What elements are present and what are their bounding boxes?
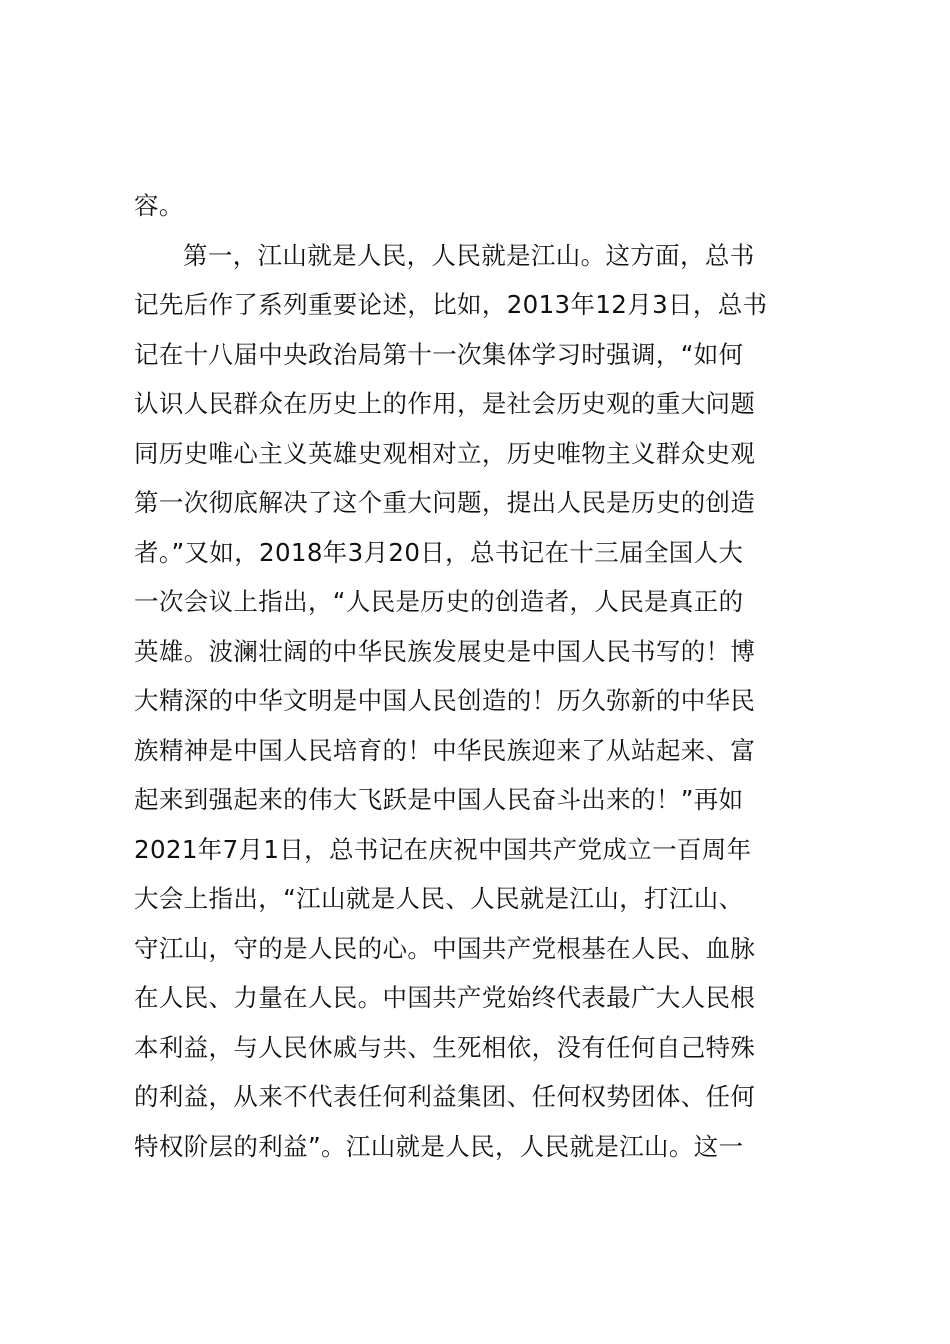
text-line: 同历史唯心主义英雄史观相对立，历史唯物主义群众史观	[134, 438, 756, 468]
text-line: 容。	[134, 191, 184, 220]
text-line: 的利益，从来不代表任何利益集团、任何权势团体、任何	[134, 1082, 756, 1111]
text-line: 第一次彻底解决了这个重大问题，提出人民是历史的创造	[134, 488, 756, 517]
text-line: 一次会议上指出，“人民是历史的创造者，人民是真正的	[134, 587, 744, 616]
paragraph-first-line: 第一，江山就是人民，人民就是江山。这方面，总书	[183, 240, 755, 270]
text-line: 族精神是中国人民培育的！中华民族迎来了从站起来、富	[134, 735, 756, 765]
text-line: 在人民、力量在人民。中国共产党始终代表最广大人民根	[134, 983, 756, 1012]
text-line: 大会上指出，“江山就是人民、人民就是江山，打江山、	[134, 884, 744, 913]
text-line: 英雄。波澜壮阔的中华民族发展史是中国人民书写的！博	[134, 636, 756, 666]
text-line: 特权阶层的利益”。江山就是人民，人民就是江山。这一	[134, 1131, 744, 1161]
text-line: 认识人民群众在历史上的作用，是社会历史观的重大问题	[134, 389, 756, 418]
text-line: 大精深的中华文明是中国人民创造的！历久弥新的中华民	[134, 686, 756, 715]
text-line: 记先后作了系列重要论述，比如，2013年12月3日，总书	[134, 290, 768, 319]
text-line: 守江山，守的是人民的心。中国共产党根基在人民、血脉	[134, 933, 756, 963]
text-line: 2021年7月1日，总书记在庆祝中国共产党成立一百周年	[134, 834, 752, 864]
text-line: 者。”又如，2018年3月20日，总书记在十三届全国人大	[134, 537, 744, 567]
body-text	[134, 186, 839, 1176]
text-line: 记在十八届中央政治局第十一次集体学习时强调，“如何	[134, 339, 744, 369]
text-line: 本利益，与人民休戚与共、生死相依，没有任何自己特殊	[134, 1032, 756, 1062]
text-line: 起来到强起来的伟大飞跃是中国人民奋斗出来的！”再如	[134, 785, 744, 814]
